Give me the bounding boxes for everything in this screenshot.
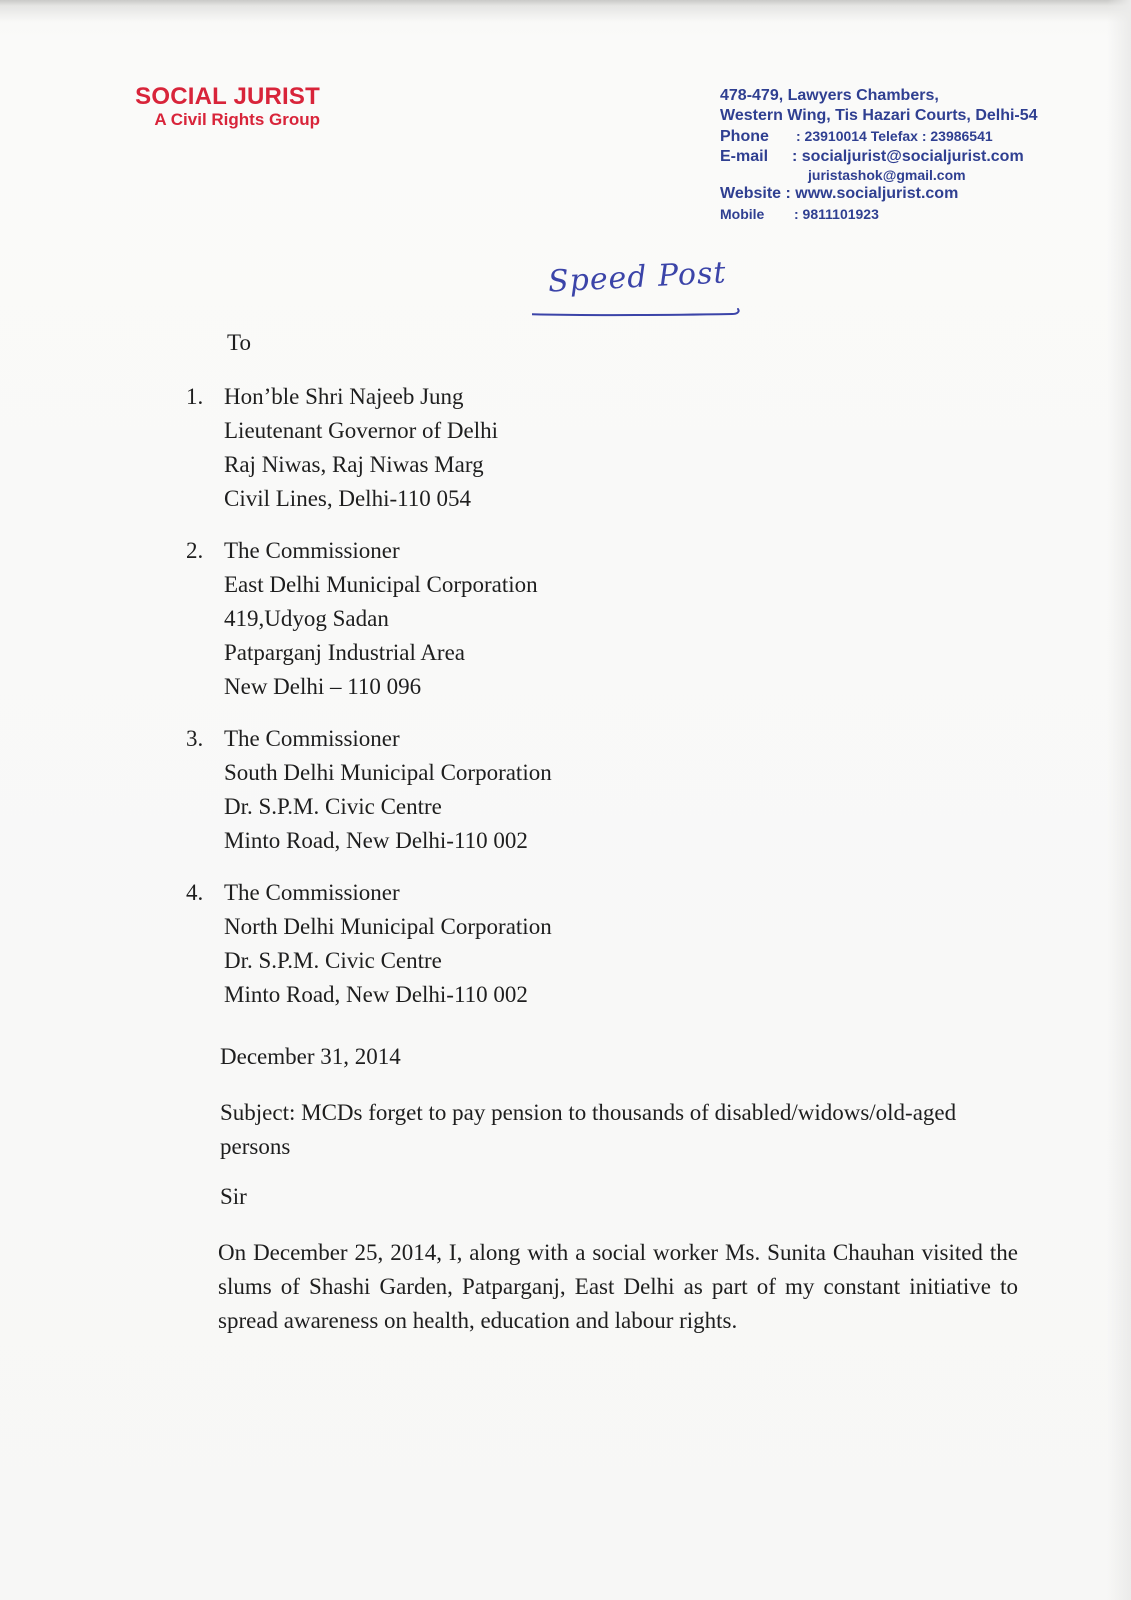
recipient-number: 3.: [186, 726, 204, 751]
handwritten-speed-post: Speed Post: [547, 255, 728, 300]
mobile-row: [720, 204, 1120, 225]
recipient-number: 1.: [186, 384, 204, 409]
recipient-address-line: South Delhi Municipal Corporation: [224, 760, 552, 785]
phone-label: Phone: [720, 128, 769, 145]
recipient-address-line: North Delhi Municipal Corporation: [224, 914, 552, 939]
website-row: [720, 184, 1120, 204]
recipient-address-line: Dr. S.P.M. Civic Centre: [224, 794, 442, 819]
letterhead-contact: [720, 86, 1120, 225]
recipient-address-line: Hon’ble Shri Najeeb Jung: [224, 384, 464, 409]
recipient-address-line: The Commissioner: [224, 538, 400, 563]
address-line-1: 478-479, Lawyers Chambers,: [720, 87, 939, 104]
recipient-address-line: East Delhi Municipal Corporation: [224, 572, 538, 597]
recipient-address-line: New Delhi – 110 096: [224, 674, 422, 699]
website-label: Website: [720, 185, 782, 202]
recipient-4: [186, 876, 786, 1012]
recipient-list: [186, 380, 786, 1030]
recipient-1: [186, 380, 786, 516]
org-tagline: A Civil Rights Group: [154, 110, 320, 129]
email-row: [720, 147, 1120, 167]
recipient-address-line: 419,Udyog Sadan: [224, 606, 389, 631]
letter-subject: Subject: MCDs forget to pay pension to thousands of disabled/widows/old-aged persons: [220, 1100, 957, 1159]
letter-date: December 31, 2014: [220, 1044, 401, 1069]
recipient-address-line: Minto Road, New Delhi-110 002: [224, 828, 528, 853]
recipient-number: 4.: [186, 880, 204, 905]
recipient-3: [186, 722, 786, 858]
handwritten-underline: [532, 256, 762, 336]
phone-row: [720, 126, 1120, 147]
website-value: : www.socialjurist.com: [785, 185, 959, 202]
body-paragraph: On December 25, 2014, I, along with a social worker Ms. Sunita Chauhan visited the slums of Shashi Garden, Patparganj, East Delhi as part of my constant initiative to spread awareness on health, education and labour rights.: [218, 1240, 1018, 1333]
scan-top-edge: [0, 0, 1131, 22]
recipient-address-line: Civil Lines, Delhi-110 054: [224, 486, 472, 511]
recipient-address-line: The Commissioner: [224, 880, 400, 905]
recipient-2: [186, 534, 786, 704]
to-label: To: [227, 330, 251, 355]
handwritten-annotation: [532, 256, 762, 336]
letterhead-brand: [100, 84, 320, 130]
recipient-address-line: Lieutenant Governor of Delhi: [224, 418, 498, 443]
mobile-value: : 9811101923: [794, 206, 879, 222]
address-line-2: Western Wing, Tis Hazari Courts, Delhi-54: [720, 107, 1038, 124]
email-label: E-mail: [720, 148, 769, 165]
phone-value: : 23910014 Telefax : 23986541: [796, 128, 993, 144]
recipient-number: 2.: [186, 538, 204, 563]
recipient-address-line: Dr. S.P.M. Civic Centre: [224, 948, 442, 973]
scan-right-edge: [1107, 0, 1131, 1600]
recipient-address-line: Minto Road, New Delhi-110 002: [224, 982, 528, 1007]
email-value: : socialjurist@socialjurist.com: [792, 148, 1024, 165]
org-name: SOCIAL JURIST: [135, 83, 320, 110]
recipient-address-line: Raj Niwas, Raj Niwas Marg: [224, 452, 484, 477]
mobile-label: Mobile: [720, 206, 765, 222]
salutation: Sir: [220, 1184, 247, 1209]
email-alt: juristashok@gmail.com: [808, 167, 966, 183]
recipient-address-line: The Commissioner: [224, 726, 400, 751]
recipient-address-line: Patparganj Industrial Area: [224, 640, 466, 665]
